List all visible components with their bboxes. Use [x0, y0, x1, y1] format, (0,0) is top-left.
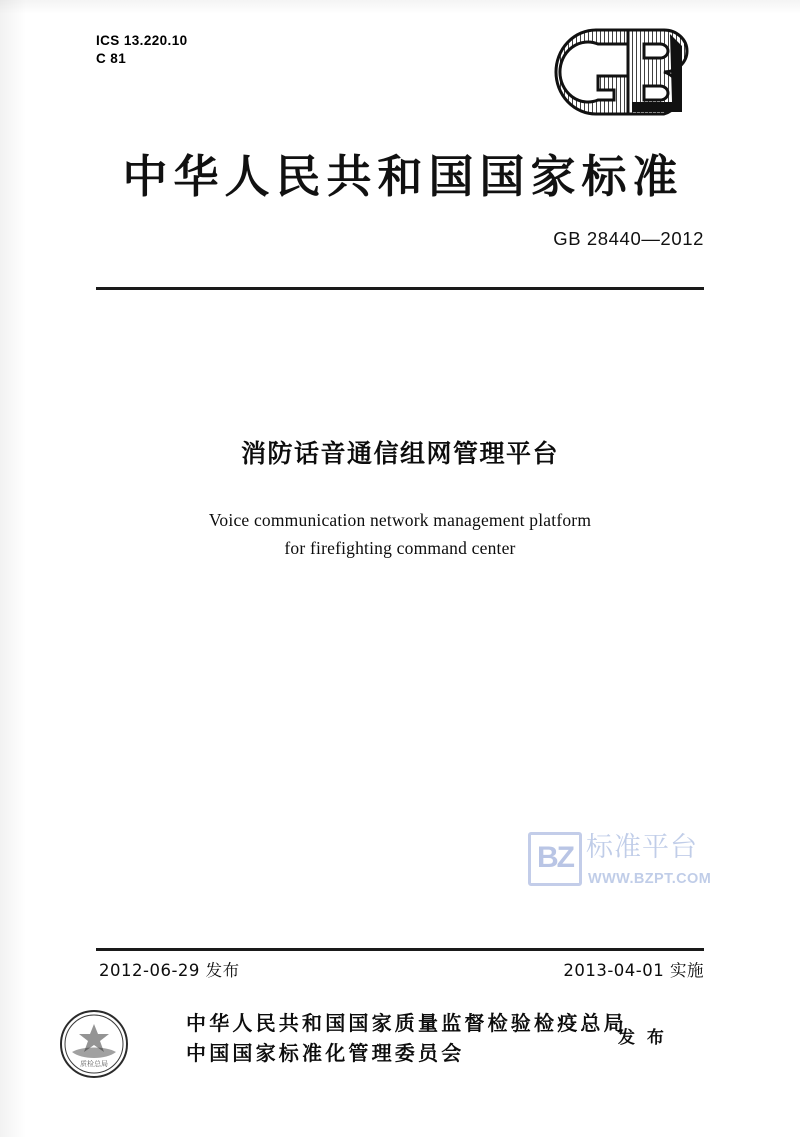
issuer-line-2: 中国国家标准化管理委员会	[186, 1041, 465, 1065]
watermark-url: WWW.BZPT.COM	[588, 871, 712, 887]
national-standard-title: 中华人民共和国国家标准	[122, 150, 684, 203]
ics-code: ICS 13.220.10	[96, 33, 188, 48]
document-title-english-line2: for firefighting command center	[284, 538, 516, 558]
seal-emblem-icon	[58, 1008, 130, 1080]
svg-text:质检总局: 质检总局	[80, 1060, 108, 1068]
watermark	[528, 828, 758, 898]
watermark-badge-icon: BZ	[528, 832, 582, 886]
issuer-line-1: 中华人民共和国国家质量监督检验检疫总局	[186, 1011, 627, 1035]
ccs-code: C 81	[96, 51, 127, 66]
document-title-english-line1: Voice communication network management platform	[208, 510, 592, 530]
gb-logo-icon	[552, 24, 712, 120]
scan-edge-top	[0, 0, 800, 14]
divider-bottom	[96, 948, 704, 951]
issue-date: 2012-06-29 发布	[99, 961, 240, 980]
watermark-title: 标准平台	[586, 832, 698, 863]
standard-number: GB 28440—2012	[553, 228, 704, 249]
ics-classification-block	[96, 32, 188, 68]
effective-date: 2013-04-01 实施	[563, 961, 704, 980]
document-title-english	[0, 506, 800, 562]
divider-top	[96, 287, 704, 290]
issue-verb: 发 布	[618, 1028, 667, 1048]
document-title-chinese: 消防话音通信组网管理平台	[240, 439, 559, 468]
issuing-authorities	[186, 1008, 627, 1068]
